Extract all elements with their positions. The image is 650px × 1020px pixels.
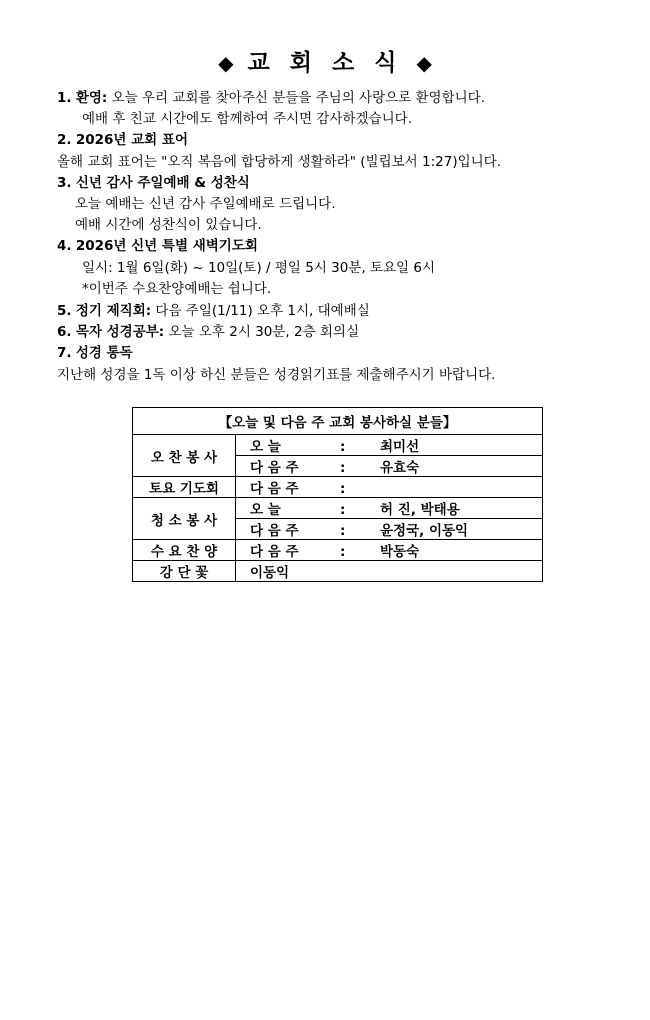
item-text: 지난해 성경을 1독 이상 하신 분들은 성경읽기표를 제출해주시기 바랍니다. [57,367,496,383]
table-row [133,540,543,561]
item-number: 4. [57,238,72,254]
separator: : [340,481,346,497]
item-text: 예배 후 친교 시간에도 함께하여 주시면 감사하겠습니다. [82,111,412,127]
when-label: 다 음 주 [250,523,299,539]
item-number: 6. [57,324,72,340]
announcement-7 [57,344,133,362]
announcement-7-detail [57,366,495,384]
item-heading: 성경 통독 [75,345,133,361]
diamond-right-icon: ◆ [416,51,432,75]
item-text: 일시: 1월 6일(화) ~ 10일(토) / 평일 5시 30분, 토요일 6시 [82,260,436,276]
separator: : [340,439,346,455]
announcement-1-detail [82,110,412,128]
page-title [0,44,650,77]
diamond-left-icon: ◆ [218,51,234,75]
item-text: *이번주 수요찬양예배는 쉽니다. [82,281,272,297]
announcement-3 [57,174,250,192]
item-text: 올해 교회 표어는 "오직 복음에 합당하게 생활하라" (빌립보서 1:27)입니다. [57,154,501,170]
table-caption: 【오늘 및 다음 주 교회 봉사하실 분들】 [133,408,543,435]
item-text: 예배 시간에 성찬식이 있습니다. [75,217,262,233]
item-heading: 2026년 교회 표어 [75,132,189,148]
item-number: 7. [57,345,72,361]
announcement-6 [57,323,359,341]
when-label: 다 음 주 [250,544,299,560]
item-number: 3. [57,175,72,191]
detail-cell [236,561,543,582]
when-label: 오 늘 [250,439,281,455]
table-caption-row [133,408,543,435]
item-text: 오늘 우리 교회를 찾아주신 분들을 주님의 사랑으로 환영합니다. [107,90,485,106]
names: 허 진, 박태용 [380,502,460,518]
item-number: 2. [57,132,72,148]
role-cell: 강 단 꽃 [133,561,236,582]
item-heading: 정기 제직회: [75,303,152,319]
detail-cell [236,456,543,477]
names: 최미선 [380,439,420,455]
names: 박동숙 [380,544,420,560]
table-row [133,498,543,519]
table-row [133,477,543,498]
separator: : [340,502,346,518]
when-label: 다 음 주 [250,460,299,476]
when-label: 다 음 주 [250,481,299,497]
separator: : [340,460,346,476]
announcement-4 [57,237,258,255]
item-text: 오늘 예배는 신년 감사 주일예배로 드립니다. [75,196,336,212]
separator: : [340,523,346,539]
detail-cell [236,519,543,540]
names: 유효숙 [380,460,420,476]
role-cell: 토요 기도회 [133,477,236,498]
announcement-2-detail [57,153,501,171]
when-label: 오 늘 [250,502,281,518]
announcement-3-detail-1 [75,195,336,213]
announcement-2 [57,131,188,149]
item-text: 오늘 오후 2시 30분, 2층 회의실 [164,324,359,340]
item-heading: 신년 감사 주일예배 & 성찬식 [75,175,250,191]
item-number: 1. [57,90,72,106]
table-row [133,435,543,456]
announcement-5 [57,302,370,320]
role-cell: 오 찬 봉 사 [133,435,236,477]
announcement-4-detail-1 [82,259,435,277]
names: 이동익 [250,565,290,581]
title-text: 교 회 소 식 [247,50,403,76]
announcement-4-detail-2 [82,280,271,298]
role-cell: 청 소 봉 사 [133,498,236,540]
role-cell: 수 요 찬 양 [133,540,236,561]
detail-cell [236,540,543,561]
detail-cell [236,477,543,498]
announcement-1 [57,89,485,107]
item-heading: 목자 성경공부: [75,324,165,340]
announcement-3-detail-2 [75,216,262,234]
detail-cell [236,435,543,456]
item-heading: 환영: [75,90,108,106]
names: 윤정국, 이동익 [380,523,469,539]
service-schedule-table [132,407,543,582]
item-heading: 2026년 신년 특별 새벽기도회 [75,238,258,254]
separator: : [340,544,346,560]
table-row [133,561,543,582]
item-text: 다음 주일(1/11) 오후 1시, 대예배실 [151,303,370,319]
item-number: 5. [57,303,72,319]
detail-cell [236,498,543,519]
